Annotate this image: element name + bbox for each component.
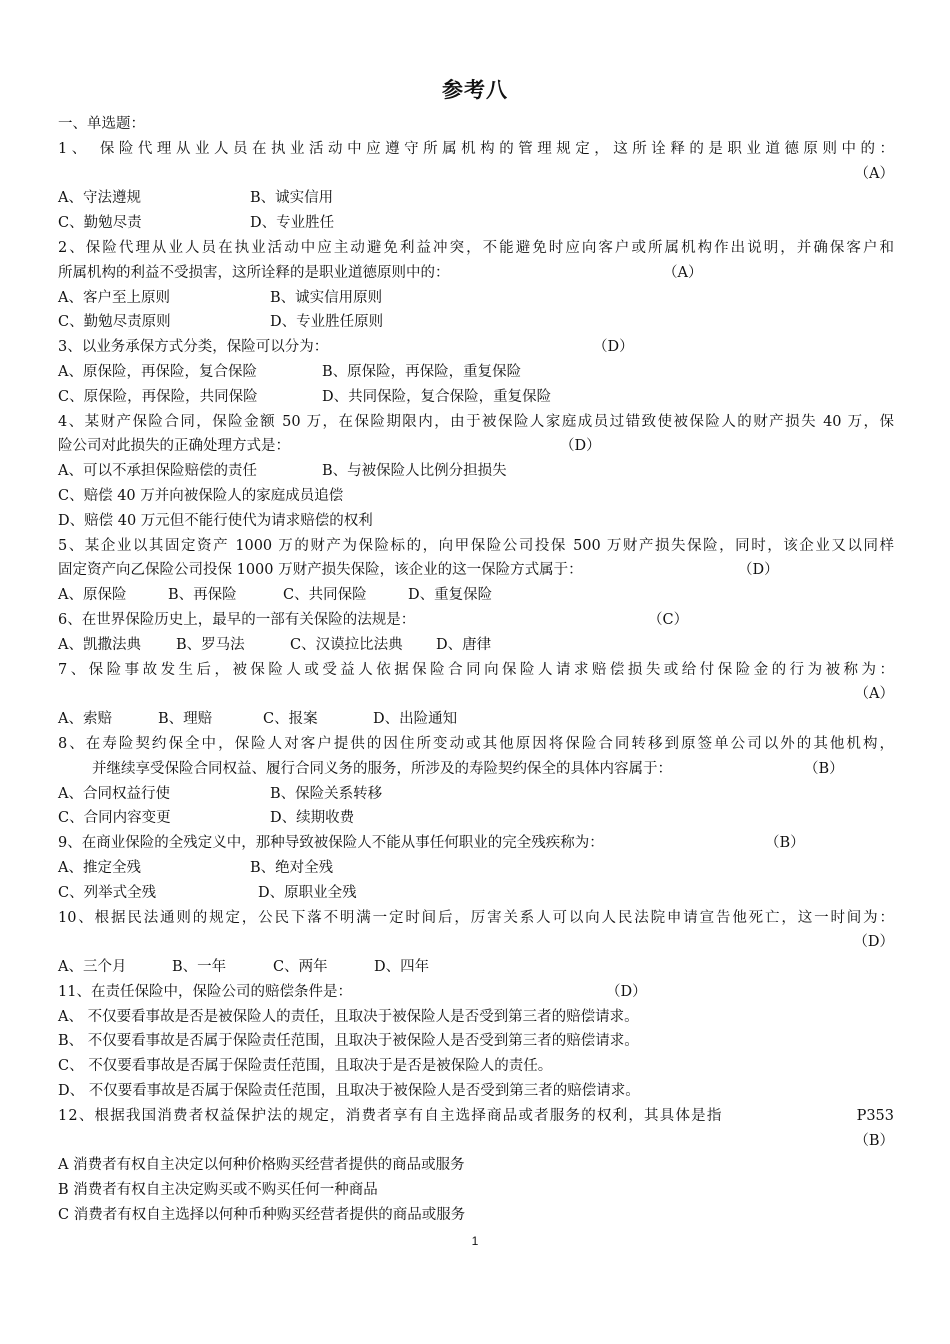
option: D、四年	[374, 959, 430, 976]
options-8a	[58, 782, 894, 807]
option: C、汉谟拉比法典	[290, 636, 403, 653]
question-12: 12、根据我国消费者权益保护法的规定，消费者享有自主选择商品或者服务的权利，其具体是指 P353	[58, 1104, 894, 1129]
option: B、原保险，再保险，重复保险	[322, 363, 522, 380]
question-4: 4、某财产保险合同，保险金额 50 万，在保险期限内，由于被保险人家庭成员过错致使被保险人的财产损失 40 万，保	[58, 413, 894, 430]
options-2b	[58, 310, 894, 335]
question-8-cont: 并继续享受保险合同权益、履行合同义务的服务，所涉及的寿险契约保全的具体内容属于： （B）	[58, 757, 894, 782]
option: B、与被保险人比例分担损失	[322, 463, 507, 480]
option: C、勤勉尽责	[58, 215, 142, 232]
option: A、原保险，再保险，复合保险	[58, 363, 257, 380]
option: C、报案	[263, 711, 318, 728]
options-1a	[58, 186, 894, 211]
page-number: 1	[471, 1234, 479, 1248]
answer-5: （D）	[738, 562, 779, 579]
option: D、原职业全残	[258, 884, 357, 901]
option: C、共同保险	[283, 587, 367, 604]
option-11d: D、 不仅要看事故是否属于保险责任范围，且取决于被保险人是否受到第三者的赔偿请求。	[58, 1083, 640, 1100]
answer-7: （A）	[854, 686, 894, 703]
option: A、可以不承担保险赔偿的责任	[58, 463, 257, 480]
question-9: 9、在商业保险的全残定义中，那种导致被保险人不能从事任何职业的完全残疾称为： （B）	[58, 831, 894, 856]
option-11b: B、 不仅要看事故是否属于保险责任范围，且取决于被保险人是否受到第三者的赔偿请求。	[58, 1033, 639, 1050]
question-4-cont: 险公司对此损失的正确处理方式是： （D）	[58, 434, 894, 459]
answer-9: （B）	[765, 835, 805, 852]
option: A、守法遵规	[58, 190, 141, 207]
question-3: 3、以业务承保方式分类，保险可以分为： （D）	[58, 335, 894, 360]
option: A、三个月	[58, 959, 127, 976]
option: B、绝对全残	[250, 859, 334, 876]
question-10: 10、根据民法通则的规定，公民下落不明满一定时间后，厉害关系人可以向人民法院申请宣告他死亡，这一时间为：	[58, 909, 894, 926]
page-title: 参考八	[442, 78, 508, 102]
option: D、出险通知	[373, 711, 458, 728]
option: D、共同保险，复合保险，重复保险	[322, 388, 552, 405]
options-4a	[58, 459, 894, 484]
option: B、理赔	[158, 711, 213, 728]
options-8b	[58, 806, 894, 831]
options-1b	[58, 211, 894, 236]
option: D、重复保险	[408, 587, 493, 604]
answer-4: （D）	[560, 438, 601, 455]
option: C、两年	[273, 959, 328, 976]
option: C、勤勉尽责原则	[58, 314, 171, 331]
option: A、推定全残	[58, 859, 141, 876]
question-7: 7、保险事故发生后，被保险人或受益人依据保险合同向保险人请求赔偿损失或给付保险金的行为被称为：	[58, 661, 894, 678]
option: D、唐律	[436, 636, 492, 653]
question-list	[58, 112, 894, 1228]
answer-11: （D）	[606, 983, 647, 1000]
section-heading: 一、单选题：	[58, 116, 145, 132]
option: D、专业胜任原则	[270, 314, 384, 331]
question-8: 8、在寿险契约保全中，保险人对客户提供的因住所变动或其他原因将保险合同转移到原签单公司以外的其他机构，	[58, 735, 894, 752]
option-11c: C、 不仅要看事故是否属于保险责任范围，且取决于是否是被保险人的责任。	[58, 1058, 553, 1075]
option: A、客户至上原则	[58, 289, 170, 306]
option-12a: A 消费者有权自主决定以何种价格购买经营者提供的商品或服务	[58, 1157, 465, 1174]
answer-3: （D）	[593, 339, 634, 356]
question-11: 11、在责任保险中，保险公司的赔偿条件是： （D）	[58, 980, 894, 1005]
option: B、罗马法	[176, 636, 245, 653]
question-5: 5、某企业以其固定资产 1000 万的财产为保险标的，向甲保险公司投保 500 万财产损失保险，同时，该企业又以同样	[58, 537, 894, 554]
options-9b	[58, 881, 894, 906]
answer-8: （B）	[804, 760, 844, 777]
options-5	[58, 583, 894, 608]
options-6	[58, 633, 894, 658]
answer-10: （D）	[853, 934, 894, 951]
option: A、合同权益行使	[58, 785, 170, 802]
question-2-cont: 所属机构的利益不受损害，这所诠释的是职业道德原则中的： （A）	[58, 261, 894, 286]
option: A、原保险	[58, 587, 127, 604]
options-3b	[58, 385, 894, 410]
question-2: 2、保险代理从业人员在执业活动中应主动避免利益冲突，不能避免时应向客户或所属机构作出说明，并确保客户和	[58, 239, 894, 256]
question-5-cont: 固定资产向乙保险公司投保 1000 万财产损失保险，该企业的这一保险方式属于： （D）	[58, 558, 894, 583]
answer-6: （C）	[648, 611, 689, 628]
option-4c: C、赔偿 40 万并向被保险人的家庭成员追偿	[58, 487, 344, 504]
question-6: 6、在世界保险历史上，最早的一部有关保险的法规是： （C）	[58, 608, 894, 633]
answer-12: （B）	[854, 1132, 894, 1149]
option: A、索赔	[58, 711, 112, 728]
page-reference: P353	[856, 1107, 894, 1124]
option: A、凯撒法典	[58, 636, 141, 653]
option: B、诚实信用	[250, 190, 334, 207]
option: C、列举式全残	[58, 884, 157, 901]
options-3a	[58, 360, 894, 385]
option-12c: C 消费者有权自主选择以何种币种购买经营者提供的商品或服务	[58, 1207, 466, 1224]
options-2a	[58, 286, 894, 311]
option: B、诚实信用原则	[270, 289, 383, 306]
answer-2: （A）	[663, 264, 703, 281]
option-11a: A、 不仅要看事故是否是被保险人的责任，且取决于被保险人是否受到第三者的赔偿请求。	[58, 1008, 639, 1025]
option: D、续期收费	[270, 810, 355, 827]
options-7	[58, 707, 894, 732]
options-9a	[58, 856, 894, 881]
option: C、原保险，再保险，共同保险	[58, 388, 258, 405]
answer-1: （A）	[854, 165, 894, 182]
option: C、合同内容变更	[58, 810, 171, 827]
option: B、一年	[172, 959, 227, 976]
option-12b: B 消费者有权自主决定购买或不购买任何一种商品	[58, 1182, 378, 1199]
question-1: 1、 保险代理从业人员在执业活动中应遵守所属机构的管理规定，这所诠释的是职业道德原则中的：	[58, 140, 894, 157]
option: B、再保险	[168, 587, 237, 604]
options-10	[58, 955, 894, 980]
option: B、保险关系转移	[270, 785, 383, 802]
option: D、专业胜任	[250, 215, 335, 232]
option-4d: D、赔偿 40 万元但不能行使代为请求赔偿的权利	[58, 512, 373, 529]
